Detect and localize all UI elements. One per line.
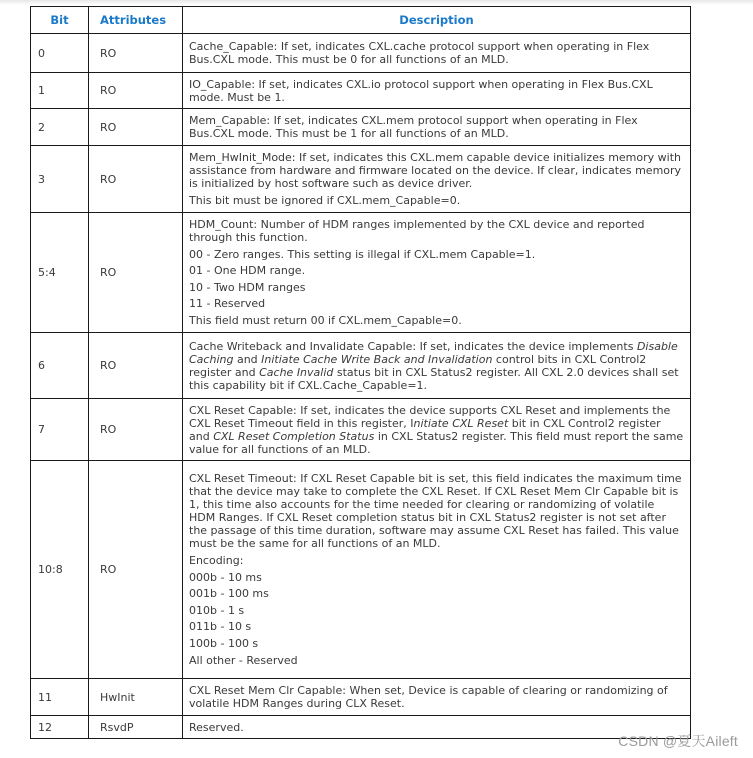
italic-term: Initiate Cache Write Back and Invalidation: [261, 352, 493, 366]
description-text: [189, 404, 684, 456]
description-note: This field must return 00 if CXL.mem_Capable=0.: [189, 313, 462, 327]
description-text: Mem_HwInit_Mode: If set, indicates this CXL.mem capable device initializes memory with assistance from hardware and firmware located on the device. If clear, indicates memory is initialized by host software such as device driver.: [189, 151, 682, 191]
attribute-cell: RO: [89, 461, 183, 679]
encoding-item: 10 - Two HDM ranges: [189, 280, 306, 294]
encoding-item: 001b - 100 ms: [189, 587, 269, 601]
header-description: Description: [183, 7, 691, 34]
encoding-label: Encoding:: [189, 554, 244, 568]
description-text: HDM_Count: Number of HDM ranges implemented by the CXL device and reported through this function.: [189, 218, 645, 245]
table-row: [31, 461, 691, 679]
table-row: [31, 146, 691, 213]
description-cell: [183, 34, 691, 73]
description-text: IO_Capable: If set, indicates CXL.io protocol support when operating in Flex Bus.CXL mode. Must be 1.: [189, 77, 653, 104]
italic-term: Cache Invalid: [259, 365, 334, 379]
top-shadow: [0, 0, 753, 5]
attribute-cell: RO: [89, 146, 183, 213]
description-cell: [183, 399, 691, 461]
attribute-cell: RO: [89, 34, 183, 73]
italic-term: nitiate CXL Reset: [413, 416, 509, 430]
bit-cell: 12: [31, 716, 89, 739]
table-row: [31, 716, 691, 739]
description-text: [189, 340, 684, 392]
italic-term: CXL Reset Completion Status: [213, 429, 375, 443]
attribute-cell: RsvdP: [89, 716, 183, 739]
table-row: [31, 679, 691, 716]
description-text: Cache_Capable: If set, indicates CXL.cache protocol support when operating in Flex Bus.CXL mode. This must be 0 for all functions of an MLD.: [189, 40, 650, 66]
table-row: [31, 109, 691, 146]
bit-cell: 11: [31, 679, 89, 716]
attribute-cell: HwInit: [89, 679, 183, 716]
bit-cell: 1: [31, 73, 89, 109]
bit-cell: 6: [31, 333, 89, 399]
text-run: and: [233, 352, 262, 366]
attribute-cell: RO: [89, 213, 183, 333]
text-run: control bits in CXL Control2 register and: [189, 352, 647, 379]
bit-cell: 3: [31, 146, 89, 213]
text-run: CXL Reset Capable: If set, indicates the device supports CXL Reset and implements the CXL Reset Timeout field in this register, I: [189, 403, 671, 430]
table-row: [31, 213, 691, 333]
text-run: Cache Writeback and Invalidate Capable: If set, indicates the device implements: [189, 339, 637, 353]
attribute-cell: RO: [89, 399, 183, 461]
encoding-item: 01 - One HDM range.: [189, 264, 306, 278]
description-cell: [183, 679, 691, 716]
attribute-cell: RO: [89, 333, 183, 399]
header-attributes: Attributes: [89, 7, 183, 34]
text-run: in CXL Status2 register. This field must report the same value for all functions of an MLD.: [189, 429, 684, 456]
register-bit-table: [30, 6, 691, 739]
description-cell: [183, 213, 691, 333]
table-row: [31, 34, 691, 73]
encoding-item: 00 - Zero ranges. This setting is illegal if CXL.mem Capable=1.: [189, 247, 536, 261]
description-text: Reserved.: [189, 720, 244, 734]
encoding-item: 000b - 10 ms: [189, 570, 262, 584]
encoding-item: 010b - 1 s: [189, 603, 245, 617]
encoding-item: 011b - 10 s: [189, 620, 252, 634]
encoding-item: All other - Reserved: [189, 653, 298, 667]
header-bit: Bit: [31, 7, 89, 34]
description-text: CXL Reset Mem Clr Capable: When set, Device is capable of clearing or randomizing of volatile HDM Ranges during CLX Reset.: [189, 684, 668, 710]
italic-term: Disable Caching: [189, 339, 678, 366]
watermark: CSDN @夏天Aileft: [618, 733, 738, 749]
bit-cell: 5:4: [31, 213, 89, 333]
description-text: CXL Reset Timeout: If CXL Reset Capable bit is set, this field indicates the maximum time that the device may take to complete the CXL Reset. If CXL Reset Mem Clr Capable bit is 1, this time also accounts for the time needed for clearing or randomizing of volatile HDM Ranges. If CXL Reset completion status bit in CXL Status2 register is not set after the passage of this time duration, software may assume CXL Reset has failed. This value must be the same for all functions of an MLD.: [189, 472, 682, 551]
table-row: [31, 333, 691, 399]
encoding-item: 100b - 100 s: [189, 636, 259, 650]
bit-cell: 7: [31, 399, 89, 461]
encoding-item: 11 - Reserved: [189, 297, 266, 311]
description-cell: [183, 109, 691, 146]
table-row: [31, 399, 691, 461]
bit-cell: 0: [31, 34, 89, 73]
description-cell: [183, 73, 691, 109]
bit-cell: 10:8: [31, 461, 89, 679]
bit-cell: 2: [31, 109, 89, 146]
attribute-cell: RO: [89, 109, 183, 146]
description-cell: [183, 333, 691, 399]
description-cell: [183, 716, 691, 739]
table-header-row: [31, 7, 691, 34]
description-cell: [183, 461, 691, 679]
text-run: status bit in CXL Status2 register. All CXL 2.0 devices shall set this capability bit if CXL.Cache_Capable=1.: [189, 365, 679, 392]
table-row: [31, 73, 691, 109]
attribute-cell: RO: [89, 73, 183, 109]
description-note: This bit must be ignored if CXL.mem_Capable=0.: [189, 193, 461, 207]
text-run: bit in CXL Control2 register and: [189, 416, 661, 443]
description-cell: [183, 146, 691, 213]
description-text: Mem_Capable: If set, indicates CXL.mem protocol support when operating in Flex Bus.CXL mode. This must be 1 for all functions of an MLD.: [189, 114, 638, 140]
